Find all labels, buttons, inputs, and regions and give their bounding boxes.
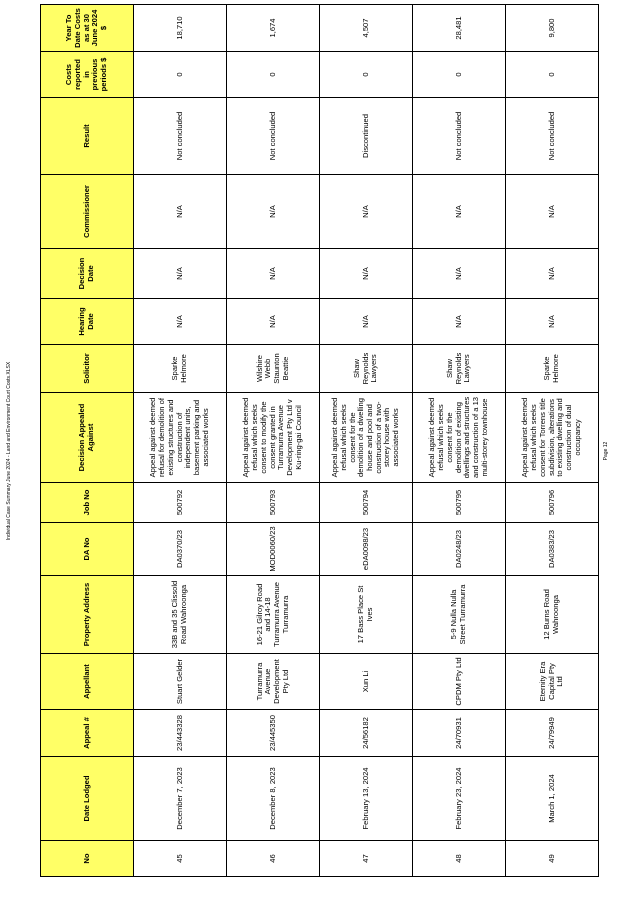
cell-no: 47 bbox=[320, 841, 413, 877]
cell-hearing-date: N/A bbox=[506, 299, 599, 345]
cell-hearing-date: N/A bbox=[413, 299, 506, 345]
cell-appeal: 24/79949 bbox=[506, 710, 599, 757]
cell-address: 17 Bass Place St Ives bbox=[320, 576, 413, 654]
cell-decision: Appeal against deemed refusal for demolition of existing structures and construction of independent units, basement parking and associated works bbox=[134, 393, 227, 483]
cell-decision-date: N/A bbox=[506, 249, 599, 299]
table-row bbox=[506, 5, 599, 877]
cell-commissioner: N/A bbox=[227, 175, 320, 249]
cell-hearing-date: N/A bbox=[134, 299, 227, 345]
cell-job-no: 500796 bbox=[506, 483, 599, 523]
cell-solicitor: Shaw Reynolds Lawyers bbox=[413, 345, 506, 393]
cell-ytd-costs: 18,710 bbox=[134, 5, 227, 52]
col-commissioner: Commissioner bbox=[41, 175, 134, 249]
col-result: Result bbox=[41, 98, 134, 175]
cell-decision: Appeal against deemed refusal which seeks consent for Torrens title subdivision, alterations to existing dwelling and construction of dual occupancy bbox=[506, 393, 599, 483]
case-summary-table-container bbox=[40, 8, 582, 877]
cell-prev-costs: 0 bbox=[413, 52, 506, 98]
table-row bbox=[320, 5, 413, 877]
cell-solicitor: Shaw Reynolds Lawyers bbox=[320, 345, 413, 393]
cell-address: 33B and 35 Clissold Road Wahroonga bbox=[134, 576, 227, 654]
cell-da-no: eDA0098/23 bbox=[320, 523, 413, 576]
cell-result: Not concluded bbox=[227, 98, 320, 175]
cell-commissioner: N/A bbox=[413, 175, 506, 249]
col-prev-costs: Costs reported in previous periods $ bbox=[41, 52, 134, 98]
cell-solicitor: Wilshire Webb Staunton Beattie bbox=[227, 345, 320, 393]
col-solicitor: Solicitor bbox=[41, 345, 134, 393]
cell-job-no: 500792 bbox=[134, 483, 227, 523]
header-text: Individual Case Summary June 2024 - Land and Environment Court Costs.XLSX bbox=[6, 361, 12, 541]
cell-da-no: DA0383/23 bbox=[506, 523, 599, 576]
col-appellant: Appellant bbox=[41, 654, 134, 710]
cell-decision-date: N/A bbox=[413, 249, 506, 299]
cell-solicitor: Sparke Helmore bbox=[506, 345, 599, 393]
cell-decision-date: N/A bbox=[320, 249, 413, 299]
cell-decision: Appeal against deemed refusal which seeks consent for the demolition of existing dwellings and structures and construction of a 13 multi-storey townhouse bbox=[413, 393, 506, 483]
cell-ytd-costs: 1,674 bbox=[227, 5, 320, 52]
cell-result: Not concluded bbox=[413, 98, 506, 175]
header-row bbox=[41, 5, 134, 877]
cell-result: Not concluded bbox=[134, 98, 227, 175]
cell-prev-costs: 0 bbox=[506, 52, 599, 98]
cell-commissioner: N/A bbox=[320, 175, 413, 249]
cell-solicitor: Sparke Helmore bbox=[134, 345, 227, 393]
cell-date-lodged: December 7, 2023 bbox=[134, 757, 227, 841]
cell-hearing-date: N/A bbox=[320, 299, 413, 345]
col-ytd-costs: Year To Date Costs as at 30 June 2024 $ bbox=[41, 5, 134, 52]
cell-commissioner: N/A bbox=[506, 175, 599, 249]
table-row bbox=[134, 5, 227, 877]
cell-no: 49 bbox=[506, 841, 599, 877]
cell-appellant: CPDM Pty Ltd bbox=[413, 654, 506, 710]
cell-hearing-date: N/A bbox=[227, 299, 320, 345]
cell-da-no: DA0248/23 bbox=[413, 523, 506, 576]
cell-appeal: 23/443328 bbox=[134, 710, 227, 757]
cell-address: 16-21 Gilroy Road and 14-18 Turramurra Avenue Turramurra bbox=[227, 576, 320, 654]
cell-address: 5-9 Nulla Nulla Street Turramurra bbox=[413, 576, 506, 654]
cell-address: 12 Burns Road Wahroonga bbox=[506, 576, 599, 654]
table-row bbox=[227, 5, 320, 877]
cell-decision-date: N/A bbox=[227, 249, 320, 299]
col-da-no: DA No bbox=[41, 523, 134, 576]
table-row bbox=[413, 5, 506, 877]
cell-appellant: Eternity Era Capital Pty Ltd bbox=[506, 654, 599, 710]
cell-appeal: 23/445350 bbox=[227, 710, 320, 757]
cell-result: Discontinued bbox=[320, 98, 413, 175]
page-number: Page 12 bbox=[603, 441, 609, 461]
cell-job-no: 500795 bbox=[413, 483, 506, 523]
case-summary-table bbox=[40, 4, 599, 877]
cell-prev-costs: 0 bbox=[320, 52, 413, 98]
col-date-lodged: Date Lodged bbox=[41, 757, 134, 841]
col-property-address: Property Address bbox=[41, 576, 134, 654]
table-body bbox=[134, 5, 599, 877]
cell-no: 45 bbox=[134, 841, 227, 877]
cell-appellant: Turramurra Avenue Development Pty Ltd bbox=[227, 654, 320, 710]
cell-job-no: 500793 bbox=[227, 483, 320, 523]
col-no: No bbox=[41, 841, 134, 877]
cell-appeal: 24/70931 bbox=[413, 710, 506, 757]
cell-appeal: 24/56182 bbox=[320, 710, 413, 757]
cell-ytd-costs: 28,481 bbox=[413, 5, 506, 52]
col-decision-appealed: Decision Appealed Against bbox=[41, 393, 134, 483]
cell-ytd-costs: 4,507 bbox=[320, 5, 413, 52]
cell-job-no: 500794 bbox=[320, 483, 413, 523]
cell-decision: Appeal against deemed refusal which seeks consent for the demolition of a dwelling house and pool and construction of a two-storey house with associated works bbox=[320, 393, 413, 483]
cell-date-lodged: February 13, 2024 bbox=[320, 757, 413, 841]
cell-prev-costs: 0 bbox=[134, 52, 227, 98]
col-appeal: Appeal # bbox=[41, 710, 134, 757]
cell-date-lodged: February 23, 2024 bbox=[413, 757, 506, 841]
cell-da-no: DA0370/23 bbox=[134, 523, 227, 576]
col-job-no: Job No bbox=[41, 483, 134, 523]
cell-prev-costs: 0 bbox=[227, 52, 320, 98]
cell-no: 48 bbox=[413, 841, 506, 877]
cell-decision-date: N/A bbox=[134, 249, 227, 299]
cell-da-no: MOD0060/23 bbox=[227, 523, 320, 576]
cell-date-lodged: March 1, 2024 bbox=[506, 757, 599, 841]
cell-decision: Appeal against deemed refusal which seeks consent to modify the consent granted in Turramurra Avenue Development Pty Ltd v Ku-ring-gai Council bbox=[227, 393, 320, 483]
col-decision-date: Decision Date bbox=[41, 249, 134, 299]
cell-appellant: Stuart Gelder bbox=[134, 654, 227, 710]
cell-appellant: Xun Li bbox=[320, 654, 413, 710]
cell-no: 46 bbox=[227, 841, 320, 877]
cell-commissioner: N/A bbox=[134, 175, 227, 249]
cell-result: Not concluded bbox=[506, 98, 599, 175]
cell-ytd-costs: 9,800 bbox=[506, 5, 599, 52]
cell-date-lodged: December 8, 2023 bbox=[227, 757, 320, 841]
col-hearing-date: Hearing Date bbox=[41, 299, 134, 345]
